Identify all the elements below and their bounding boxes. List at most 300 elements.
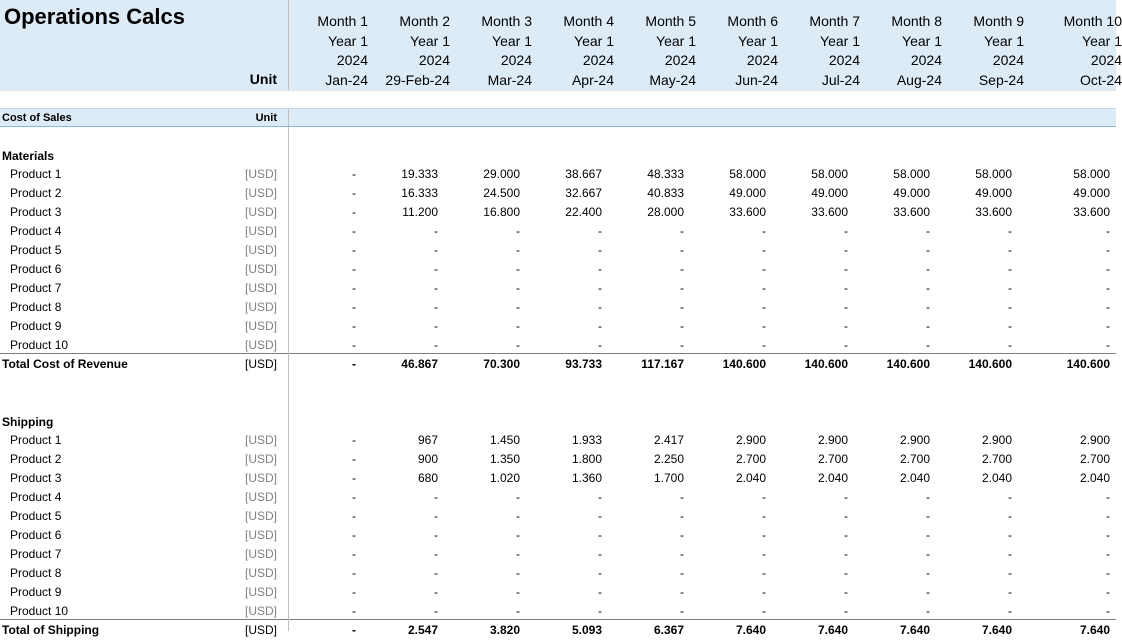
month-header-date: Sep-24 [978, 71, 1024, 88]
value-cell[interactable]: - [762, 490, 766, 504]
value-cell[interactable]: - [1106, 243, 1110, 257]
value-cell[interactable]: 28.000 [647, 205, 684, 219]
value-cell[interactable]: 38.667 [565, 167, 602, 181]
month-header-fy: 2024 [910, 52, 942, 68]
value-cell[interactable]: - [352, 623, 356, 637]
value-cell[interactable]: - [680, 509, 684, 523]
value-cell[interactable]: - [680, 262, 684, 276]
value-cell[interactable]: - [434, 566, 438, 580]
month-header-month: Month 7 [809, 13, 860, 29]
month-header-date: Apr-24 [571, 71, 614, 88]
header-divider [0, 90, 1116, 91]
value-cell[interactable]: 58.000 [811, 167, 848, 181]
value-cell[interactable]: - [352, 338, 356, 352]
value-cell[interactable]: - [1106, 281, 1110, 295]
value-cell[interactable]: - [762, 566, 766, 580]
month-header-fy: 2024 [828, 52, 860, 68]
value-cell[interactable]: - [762, 547, 766, 561]
value-cell[interactable]: - [1008, 224, 1012, 238]
value-cell[interactable]: - [762, 338, 766, 352]
row-unit: [USD] [244, 433, 277, 447]
month-header-year: Year 1 [984, 32, 1024, 49]
table-row [0, 298, 1116, 317]
month-header-date: Oct-24 [1079, 71, 1122, 88]
value-cell[interactable]: - [352, 243, 356, 257]
value-cell[interactable]: 33.600 [975, 205, 1012, 219]
value-cell[interactable]: - [762, 262, 766, 276]
row-label: Product 2 [10, 186, 62, 200]
value-cell[interactable]: 900 [417, 452, 438, 466]
value-cell[interactable]: - [762, 319, 766, 333]
value-cell[interactable]: - [1008, 566, 1012, 580]
value-cell[interactable]: - [1106, 300, 1110, 314]
value-cell[interactable]: - [516, 243, 520, 257]
value-cell[interactable]: - [926, 585, 930, 599]
value-cell[interactable]: - [516, 585, 520, 599]
value-cell[interactable]: - [352, 528, 356, 542]
row-unit: [USD] [244, 300, 277, 314]
row-label: Product 5 [10, 243, 62, 257]
value-cell[interactable]: 1.700 [653, 471, 684, 485]
value-cell[interactable]: 22.400 [565, 205, 602, 219]
value-cell[interactable]: - [434, 300, 438, 314]
value-cell[interactable]: - [1106, 338, 1110, 352]
value-cell[interactable]: 1.800 [571, 452, 602, 466]
value-cell[interactable]: 140.600 [886, 357, 930, 371]
value-cell[interactable]: - [680, 224, 684, 238]
value-cell[interactable]: - [352, 452, 356, 466]
value-cell[interactable]: - [1008, 319, 1012, 333]
row-label: Product 7 [10, 281, 62, 295]
value-cell[interactable]: - [1106, 604, 1110, 618]
value-cell[interactable]: - [352, 471, 356, 485]
value-cell[interactable]: 1.933 [571, 433, 602, 447]
value-cell[interactable]: - [844, 224, 848, 238]
value-cell[interactable]: - [352, 357, 356, 371]
value-cell[interactable]: - [926, 566, 930, 580]
value-cell[interactable]: - [516, 509, 520, 523]
month-header-month: Month 2 [399, 13, 450, 29]
row-unit: [USD] [244, 547, 277, 561]
value-cell[interactable]: 2.547 [407, 623, 438, 637]
value-cell[interactable]: - [598, 224, 602, 238]
value-cell[interactable]: 49.000 [811, 186, 848, 200]
value-cell[interactable]: 140.600 [1066, 357, 1110, 371]
value-cell[interactable]: - [516, 604, 520, 618]
value-cell[interactable]: 2.900 [981, 433, 1012, 447]
value-cell[interactable]: - [1008, 490, 1012, 504]
value-cell[interactable]: - [352, 224, 356, 238]
value-cell[interactable]: - [1106, 262, 1110, 276]
month-header-date: Mar-24 [487, 71, 532, 88]
month-header-year: Year 1 [328, 32, 368, 49]
value-cell[interactable]: - [434, 338, 438, 352]
value-cell[interactable]: - [598, 547, 602, 561]
value-cell[interactable]: - [516, 262, 520, 276]
value-cell[interactable]: - [434, 585, 438, 599]
value-cell[interactable]: - [516, 338, 520, 352]
group-heading: Shipping [2, 415, 54, 429]
value-cell[interactable]: 58.000 [729, 167, 766, 181]
value-cell[interactable]: - [598, 319, 602, 333]
row-divider [0, 619, 1116, 620]
value-cell[interactable]: 2.900 [1079, 433, 1110, 447]
value-cell[interactable]: - [844, 300, 848, 314]
value-cell[interactable]: - [352, 186, 356, 200]
table-row [0, 583, 1116, 602]
value-cell[interactable]: 140.600 [804, 357, 848, 371]
month-header-year: Year 1 [574, 32, 614, 49]
month-header-year: Year 1 [410, 32, 450, 49]
value-cell[interactable]: - [598, 528, 602, 542]
month-header-month: Month 1 [317, 13, 368, 29]
value-cell[interactable]: 70.300 [483, 357, 520, 371]
table-row [0, 222, 1116, 241]
value-cell[interactable]: - [516, 300, 520, 314]
value-cell[interactable]: - [680, 547, 684, 561]
total-label: Total of Shipping [2, 623, 100, 637]
value-cell[interactable]: - [680, 585, 684, 599]
value-cell[interactable]: - [926, 300, 930, 314]
value-cell[interactable]: - [762, 585, 766, 599]
value-cell[interactable]: 11.200 [402, 205, 438, 219]
value-cell[interactable]: - [516, 547, 520, 561]
table-row [0, 526, 1116, 545]
total-label: Total Cost of Revenue [2, 357, 128, 371]
value-cell[interactable]: 49.000 [893, 186, 930, 200]
value-cell[interactable]: 40.833 [647, 186, 684, 200]
value-cell[interactable]: - [352, 167, 356, 181]
value-cell[interactable]: - [680, 243, 684, 257]
value-cell[interactable]: 2.700 [981, 452, 1012, 466]
value-cell[interactable]: - [434, 547, 438, 561]
value-cell[interactable]: - [1008, 547, 1012, 561]
value-cell[interactable]: - [1106, 490, 1110, 504]
value-cell[interactable]: - [352, 509, 356, 523]
value-cell[interactable]: 7.640 [817, 623, 848, 637]
row-label: Product 1 [10, 433, 62, 447]
value-cell[interactable]: 2.700 [735, 452, 766, 466]
value-cell[interactable]: - [352, 433, 356, 447]
value-cell[interactable]: - [598, 509, 602, 523]
row-label: Product 4 [10, 490, 62, 504]
value-cell[interactable]: - [598, 243, 602, 257]
value-cell[interactable]: - [926, 338, 930, 352]
value-cell[interactable]: - [844, 585, 848, 599]
value-cell[interactable]: 5.093 [571, 623, 602, 637]
value-cell[interactable]: - [352, 604, 356, 618]
value-cell[interactable]: - [762, 281, 766, 295]
value-cell[interactable]: - [680, 490, 684, 504]
value-cell[interactable]: - [598, 604, 602, 618]
value-cell[interactable]: - [1008, 585, 1012, 599]
value-cell[interactable]: 33.600 [893, 205, 930, 219]
group-heading: Materials [2, 149, 55, 163]
row-unit: [USD] [244, 357, 277, 371]
month-header-date: Aug-24 [896, 71, 942, 88]
value-cell[interactable]: - [434, 490, 438, 504]
value-cell[interactable]: - [762, 528, 766, 542]
row-unit: [USD] [244, 262, 277, 276]
table-row [0, 545, 1116, 564]
month-header-fy: 2024 [664, 52, 696, 68]
value-cell[interactable]: - [926, 547, 930, 561]
value-cell[interactable]: - [680, 281, 684, 295]
value-cell[interactable]: 2.900 [817, 433, 848, 447]
value-cell[interactable]: - [844, 509, 848, 523]
value-cell[interactable]: 2.900 [899, 433, 930, 447]
row-unit: [USD] [244, 623, 277, 637]
value-cell[interactable]: - [434, 281, 438, 295]
value-cell[interactable]: 29.000 [483, 167, 520, 181]
value-cell[interactable]: - [1008, 300, 1012, 314]
value-cell[interactable]: - [844, 490, 848, 504]
value-cell[interactable]: - [680, 528, 684, 542]
value-cell[interactable]: - [352, 319, 356, 333]
table-row [0, 469, 1116, 488]
value-cell[interactable]: - [844, 281, 848, 295]
value-cell[interactable]: - [926, 262, 930, 276]
value-cell[interactable]: 2.700 [817, 452, 848, 466]
sheet-title: Operations Calcs [4, 4, 185, 29]
value-cell[interactable]: 2.040 [735, 471, 766, 485]
value-cell[interactable]: 967 [417, 433, 438, 447]
value-cell[interactable]: 7.640 [1079, 623, 1110, 637]
value-cell[interactable]: - [516, 319, 520, 333]
value-cell[interactable]: - [926, 528, 930, 542]
month-header-fy: 2024 [500, 52, 532, 68]
value-cell[interactable]: 58.000 [893, 167, 930, 181]
value-cell[interactable]: 1.020 [489, 471, 520, 485]
section-separator [288, 109, 289, 127]
value-cell[interactable]: 93.733 [565, 357, 602, 371]
section-label: Cost of Sales [2, 112, 72, 124]
row-label: Product 5 [10, 509, 62, 523]
value-cell[interactable]: 2.900 [735, 433, 766, 447]
value-cell[interactable]: - [1008, 604, 1012, 618]
value-cell[interactable]: 2.040 [899, 471, 930, 485]
value-cell[interactable]: - [926, 490, 930, 504]
month-header-fy: 2024 [1090, 52, 1122, 68]
value-cell[interactable]: - [434, 243, 438, 257]
value-cell[interactable]: 1.360 [571, 471, 602, 485]
value-cell[interactable]: 1.450 [489, 433, 520, 447]
value-cell[interactable]: 7.640 [735, 623, 766, 637]
section-band [0, 109, 1116, 127]
value-cell[interactable]: 2.417 [653, 433, 684, 447]
month-header-year: Year 1 [656, 32, 696, 49]
value-cell[interactable]: - [926, 243, 930, 257]
value-cell[interactable]: - [844, 547, 848, 561]
month-header-date: May-24 [649, 71, 696, 88]
value-cell[interactable]: 1.350 [489, 452, 520, 466]
value-cell[interactable]: - [762, 604, 766, 618]
value-cell[interactable]: 3.820 [489, 623, 520, 637]
row-unit: [USD] [244, 243, 277, 257]
table-row [0, 260, 1116, 279]
value-cell[interactable]: 33.600 [811, 205, 848, 219]
value-cell[interactable]: 2.040 [981, 471, 1012, 485]
value-cell[interactable]: - [1106, 528, 1110, 542]
value-cell[interactable]: 2.700 [899, 452, 930, 466]
value-cell[interactable]: - [352, 281, 356, 295]
month-header-date: Jan-24 [325, 71, 368, 88]
value-cell[interactable]: - [926, 509, 930, 523]
value-cell[interactable]: - [926, 224, 930, 238]
table-row [0, 431, 1116, 450]
month-header-date: Jun-24 [735, 71, 778, 88]
value-cell[interactable]: - [1106, 224, 1110, 238]
value-cell[interactable]: - [762, 224, 766, 238]
value-cell[interactable]: 48.333 [647, 167, 684, 181]
value-cell[interactable]: - [352, 585, 356, 599]
value-cell[interactable]: - [762, 300, 766, 314]
value-cell[interactable]: 2.250 [653, 452, 684, 466]
table-row [0, 488, 1116, 507]
row-unit: [USD] [244, 205, 277, 219]
value-cell[interactable]: - [352, 566, 356, 580]
value-cell[interactable]: - [352, 547, 356, 561]
value-cell[interactable]: - [680, 319, 684, 333]
value-cell[interactable]: - [352, 205, 356, 219]
row-unit: [USD] [244, 338, 277, 352]
value-cell[interactable]: - [598, 566, 602, 580]
value-cell[interactable]: - [844, 243, 848, 257]
value-cell[interactable]: - [844, 528, 848, 542]
value-cell[interactable]: 16.800 [483, 205, 520, 219]
row-label: Product 1 [10, 167, 62, 181]
value-cell[interactable]: - [516, 490, 520, 504]
section-unit: Unit [255, 112, 277, 124]
row-label: Product 6 [10, 262, 62, 276]
value-cell[interactable]: - [434, 528, 438, 542]
value-cell[interactable]: - [598, 262, 602, 276]
value-cell[interactable]: - [1106, 547, 1110, 561]
value-cell[interactable]: 32.667 [565, 186, 602, 200]
month-header-fy: 2024 [336, 52, 368, 68]
value-cell[interactable]: 49.000 [729, 186, 766, 200]
value-cell[interactable]: - [434, 319, 438, 333]
value-cell[interactable]: - [516, 224, 520, 238]
value-cell[interactable]: - [1008, 243, 1012, 257]
value-cell[interactable]: - [598, 490, 602, 504]
value-cell[interactable]: - [598, 300, 602, 314]
section-bottom-line [0, 126, 1116, 127]
value-cell[interactable]: 2.700 [1079, 452, 1110, 466]
month-header [860, 12, 942, 90]
value-cell[interactable]: - [1106, 319, 1110, 333]
value-cell[interactable]: 2.040 [1079, 471, 1110, 485]
value-cell[interactable]: 33.600 [729, 205, 766, 219]
value-cell[interactable]: - [762, 243, 766, 257]
value-cell[interactable]: 58.000 [975, 167, 1012, 181]
value-cell[interactable]: 58.000 [1073, 167, 1110, 181]
value-cell[interactable]: - [1008, 528, 1012, 542]
value-cell[interactable]: - [926, 281, 930, 295]
value-cell[interactable]: - [1106, 566, 1110, 580]
value-cell[interactable]: 7.640 [899, 623, 930, 637]
row-label: Product 8 [10, 566, 62, 580]
value-cell[interactable]: 140.600 [968, 357, 1012, 371]
value-cell[interactable]: 117.167 [641, 357, 684, 371]
value-cell[interactable]: - [844, 604, 848, 618]
value-cell[interactable]: 19.333 [401, 167, 438, 181]
value-cell[interactable]: - [680, 604, 684, 618]
value-cell[interactable]: - [844, 338, 848, 352]
value-cell[interactable]: - [926, 604, 930, 618]
value-cell[interactable]: - [680, 566, 684, 580]
value-cell[interactable]: - [352, 262, 356, 276]
table-row [0, 507, 1116, 526]
value-cell[interactable]: 140.600 [722, 357, 766, 371]
value-cell[interactable]: - [1106, 585, 1110, 599]
table-row [0, 203, 1116, 222]
value-cell[interactable]: 33.600 [1073, 205, 1110, 219]
value-cell[interactable]: 6.367 [653, 623, 684, 637]
value-cell[interactable]: - [434, 604, 438, 618]
value-cell[interactable]: 49.000 [975, 186, 1012, 200]
value-cell[interactable]: - [844, 566, 848, 580]
month-header-fy: 2024 [992, 52, 1024, 68]
value-cell[interactable]: - [598, 585, 602, 599]
month-header [614, 12, 696, 90]
value-cell[interactable]: 49.000 [1073, 186, 1110, 200]
value-cell[interactable]: - [1008, 281, 1012, 295]
value-cell[interactable]: - [434, 509, 438, 523]
value-cell[interactable]: 2.040 [817, 471, 848, 485]
value-cell[interactable]: - [680, 338, 684, 352]
month-header-month: Month 4 [563, 13, 614, 29]
value-cell[interactable]: - [1008, 262, 1012, 276]
value-cell[interactable]: - [598, 281, 602, 295]
value-cell[interactable]: - [762, 509, 766, 523]
value-cell[interactable]: 16.333 [401, 186, 438, 200]
value-cell[interactable]: 7.640 [981, 623, 1012, 637]
row-label: Product 10 [10, 338, 69, 352]
value-cell[interactable]: - [352, 490, 356, 504]
row-label: Product 10 [10, 604, 69, 618]
row-label: Product 9 [10, 319, 62, 333]
row-unit: [USD] [244, 528, 277, 542]
row-unit: [USD] [244, 471, 277, 485]
value-cell[interactable]: 24.500 [483, 186, 520, 200]
value-cell[interactable]: - [434, 262, 438, 276]
value-cell[interactable]: - [1008, 509, 1012, 523]
month-header [778, 12, 860, 90]
row-unit: [USD] [244, 585, 277, 599]
value-cell[interactable]: - [434, 224, 438, 238]
row-unit: [USD] [244, 566, 277, 580]
value-cell[interactable]: - [844, 319, 848, 333]
value-cell[interactable]: - [516, 566, 520, 580]
value-cell[interactable]: - [926, 319, 930, 333]
value-cell[interactable]: - [1008, 338, 1012, 352]
value-cell[interactable]: - [680, 300, 684, 314]
row-label: Product 6 [10, 528, 62, 542]
value-cell[interactable]: - [516, 281, 520, 295]
row-unit: [USD] [244, 509, 277, 523]
value-cell[interactable]: 46.867 [401, 357, 438, 371]
month-header-fy: 2024 [418, 52, 450, 68]
row-unit: [USD] [244, 490, 277, 504]
value-cell[interactable]: - [352, 300, 356, 314]
value-cell[interactable]: - [844, 262, 848, 276]
month-header-date: 29-Feb-24 [385, 71, 450, 88]
value-cell[interactable]: 680 [417, 471, 438, 485]
value-cell[interactable]: - [516, 528, 520, 542]
value-cell[interactable]: - [598, 338, 602, 352]
value-cell[interactable]: - [1106, 509, 1110, 523]
